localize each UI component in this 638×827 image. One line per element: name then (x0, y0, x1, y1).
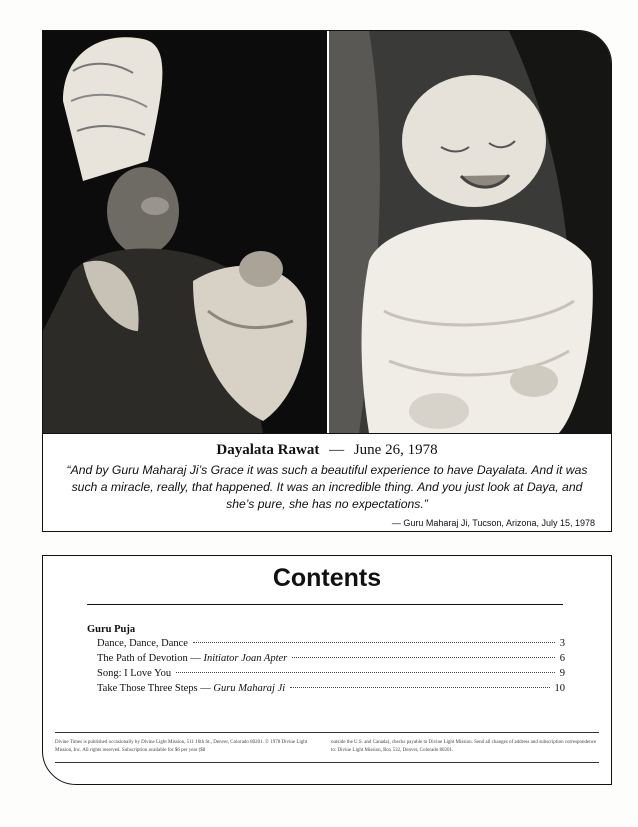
photo-caption-panel (42, 30, 612, 532)
toc-entry-page: 9 (559, 668, 565, 679)
toc-entry-separator: — (187, 653, 204, 664)
contents-title: Contents (272, 564, 382, 592)
toc-entry-page: 3 (559, 638, 565, 649)
toc-entry[interactable] (97, 668, 565, 683)
publication-info-left: Divine Times is published occasionally by Divine Light Mission, 511 16th St., Denver, Colorado 80201. © 1978 Divine Light Mission, Inc. All rights reserved. Subscription available for $6 per year ($8 (55, 740, 308, 753)
caption-heading (43, 442, 611, 459)
photo-row (43, 31, 611, 433)
toc-entry-title: Song: I Love You (97, 668, 172, 679)
toc-dot-leader (292, 657, 554, 658)
toc-entry[interactable] (97, 653, 565, 668)
toc-dot-leader (290, 687, 549, 688)
contents-divider (87, 604, 563, 605)
guru-holding-baby-photo (43, 31, 327, 433)
caption-dash: — (329, 442, 345, 458)
smiling-baby-photo (329, 31, 611, 433)
toc-entry-author: Guru Maharaj Ji (213, 683, 286, 694)
footer-divider-top (55, 732, 599, 733)
toc-dot-leader (176, 672, 555, 673)
toc-dot-leader (193, 642, 555, 643)
toc-entry-title: Dance, Dance, Dance (97, 638, 188, 649)
caption-credit: — Guru Maharaj Ji, Tucson, Arizona, July 15, 1978 (391, 518, 595, 528)
toc-entry-separator: — (197, 683, 214, 694)
toc-entry[interactable] (97, 638, 565, 653)
toc-entry-title: Take Those Three Steps (97, 683, 198, 694)
caption-date: June 26, 1978 (353, 442, 438, 458)
toc-entry-page: 10 (554, 683, 565, 694)
contents-section-heading: Guru Puja (87, 624, 136, 635)
photo-caption (43, 433, 611, 532)
toc-entry-title: The Path of Devotion (97, 653, 188, 664)
toc-entry[interactable] (97, 683, 565, 698)
photo-left-illustration (43, 31, 327, 433)
caption-name: Dayalata Rawat (216, 442, 320, 458)
toc-list (97, 638, 565, 698)
footer-divider-bottom (55, 762, 599, 763)
publication-info-right: outside the U.S. and Canada), checks payable to Divine Light Mission. Send all changes of address and subscription correspondence to: Divine Light Mission, Box 532, Denver, Colorado 80201. (331, 740, 597, 753)
contents-panel (42, 555, 612, 785)
photo-right-illustration (329, 31, 611, 433)
caption-quote: “And by Guru Maharaj Ji’s Grace it was such a beautiful experience to have Dayalata. And it was such a miracle, really, that happened. It was an incredible thing. And you just look at Daya, and she’s pure, she has no expectations.” (66, 463, 588, 511)
toc-entry-author: Initiator Joan Apter (203, 653, 288, 664)
toc-entry-page: 6 (559, 653, 565, 664)
